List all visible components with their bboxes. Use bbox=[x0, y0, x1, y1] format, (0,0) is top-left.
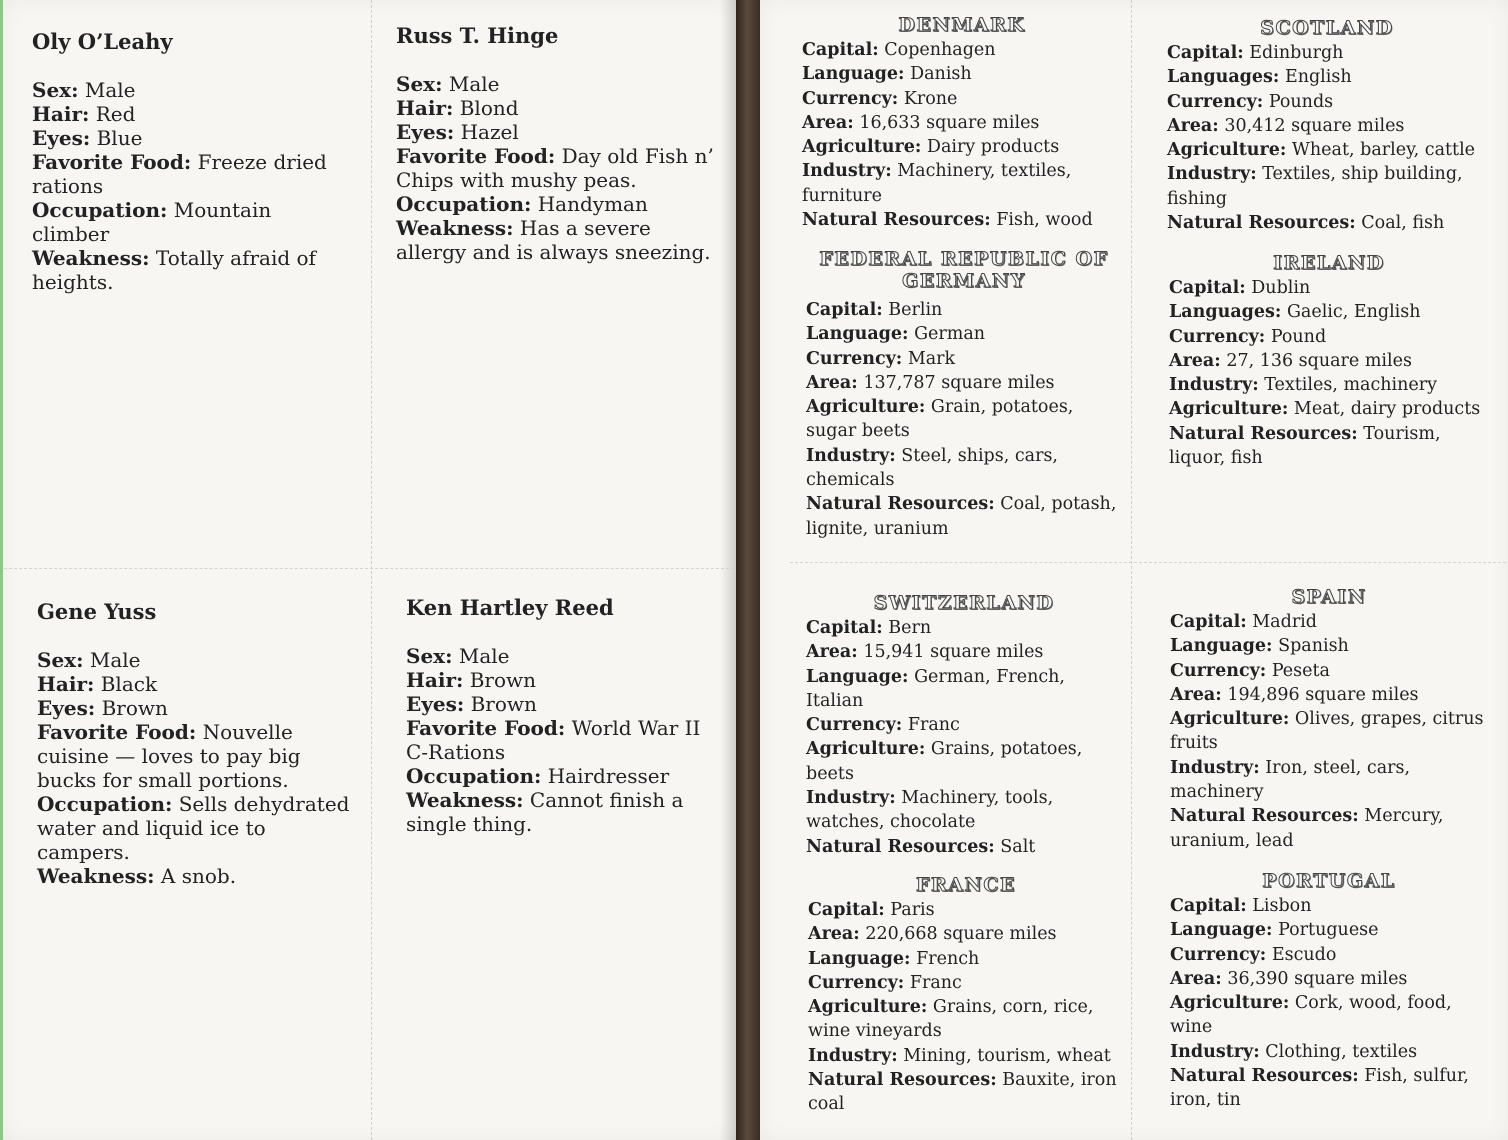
fact-label: Area: bbox=[1169, 350, 1221, 371]
fact-value: Male bbox=[84, 78, 136, 102]
fact-value: Pounds bbox=[1268, 91, 1334, 112]
fact-line bbox=[1167, 65, 1487, 89]
fact-value: Steel, ships, cars, chemicals bbox=[806, 445, 1058, 491]
fact-label: Currency: bbox=[1169, 326, 1266, 347]
character-card bbox=[396, 24, 716, 264]
fact-line bbox=[1169, 276, 1489, 300]
fact-line bbox=[808, 922, 1124, 946]
country-card bbox=[1167, 17, 1487, 235]
country-facts bbox=[802, 38, 1122, 232]
fact-value: Mercury, uranium, lead bbox=[1170, 806, 1444, 851]
country-card bbox=[806, 248, 1122, 541]
fact-value: Iron, steel, cars, machinery bbox=[1170, 757, 1411, 803]
fact-value: English bbox=[1284, 67, 1352, 88]
fact-label: Capital: bbox=[1170, 612, 1247, 632]
fact-value: Hairdresser bbox=[547, 764, 670, 788]
fact-value: Franc bbox=[909, 972, 962, 993]
fact-line bbox=[32, 198, 352, 246]
fact-line bbox=[396, 144, 716, 192]
fact-line bbox=[1170, 634, 1488, 658]
fact-label: Area: bbox=[806, 642, 858, 663]
fact-line bbox=[802, 208, 1122, 232]
country-card bbox=[1170, 586, 1488, 853]
fact-label: Eyes: bbox=[37, 696, 96, 720]
fact-line bbox=[406, 716, 716, 764]
fact-label: Industry: bbox=[802, 161, 892, 182]
fact-label: Sex: bbox=[37, 648, 84, 672]
fact-value: Cannot finish a single thing. bbox=[406, 788, 684, 836]
fact-label: Agriculture: bbox=[1170, 709, 1290, 730]
fact-label: Area: bbox=[808, 924, 860, 945]
fact-value: Male bbox=[89, 648, 141, 672]
country-title: SPAIN bbox=[1291, 586, 1367, 608]
fact-value: Brown bbox=[469, 668, 537, 692]
fact-label: Natural Resources: bbox=[806, 836, 995, 857]
fact-line bbox=[1170, 894, 1488, 918]
fact-label: Eyes: bbox=[396, 120, 455, 144]
fact-label: Area: bbox=[806, 372, 858, 393]
fact-line bbox=[1169, 373, 1489, 397]
fact-label: Capital: bbox=[1170, 896, 1247, 916]
fact-value: 220,668 square miles bbox=[865, 924, 1057, 945]
fact-value: Meat, dairy products bbox=[1293, 399, 1481, 420]
fact-value: Has a severe allergy and is always sneezing. bbox=[396, 216, 711, 264]
fact-value: 194,896 square miles bbox=[1227, 684, 1419, 705]
fact-value: Escudo bbox=[1271, 944, 1337, 965]
fact-line bbox=[1170, 707, 1488, 756]
fact-label: Sex: bbox=[406, 644, 453, 668]
fact-line bbox=[1170, 1064, 1488, 1113]
fact-value: Clothing, textiles bbox=[1265, 1041, 1418, 1062]
fact-line bbox=[1167, 211, 1487, 235]
character-facts bbox=[37, 648, 357, 888]
fact-label: Industry: bbox=[808, 1045, 898, 1066]
fact-line bbox=[37, 648, 357, 672]
fact-line bbox=[406, 644, 716, 668]
fact-line bbox=[1170, 610, 1488, 634]
fact-line bbox=[406, 788, 716, 836]
fact-label: Agriculture: bbox=[806, 397, 926, 418]
fact-line bbox=[808, 1068, 1124, 1117]
fact-line bbox=[32, 78, 352, 102]
character-card bbox=[406, 596, 716, 836]
fact-value: German bbox=[914, 324, 986, 345]
fact-label: Currency: bbox=[1167, 91, 1264, 112]
fact-line bbox=[806, 786, 1122, 835]
country-title: PORTUGAL bbox=[1262, 870, 1396, 892]
fact-label: Language: bbox=[1170, 920, 1273, 941]
fact-value: Berlin bbox=[888, 300, 943, 320]
character-name: Ken Hartley Reed bbox=[406, 595, 614, 620]
fact-line bbox=[37, 792, 357, 864]
fact-label: Weakness: bbox=[396, 216, 514, 240]
fact-line bbox=[1170, 918, 1488, 942]
fact-label: Agriculture: bbox=[802, 137, 922, 158]
character-facts bbox=[406, 644, 716, 836]
fact-value: Spanish bbox=[1278, 636, 1349, 657]
fact-line bbox=[1169, 300, 1489, 324]
fact-label: Hair: bbox=[406, 668, 464, 692]
country-facts bbox=[1167, 41, 1487, 235]
character-name: Gene Yuss bbox=[37, 599, 157, 624]
fact-label: Currency: bbox=[808, 972, 905, 993]
country-title: IRELAND bbox=[1273, 252, 1385, 274]
fact-line bbox=[396, 96, 716, 120]
fact-label: Industry: bbox=[1167, 164, 1257, 185]
country-facts bbox=[806, 616, 1122, 859]
fact-line bbox=[1170, 1040, 1488, 1064]
fact-line bbox=[806, 371, 1122, 395]
fact-label: Capital: bbox=[808, 900, 885, 920]
fact-value: Gaelic, English bbox=[1286, 302, 1421, 323]
country-facts bbox=[1169, 276, 1489, 470]
fact-line bbox=[806, 444, 1122, 493]
country-card bbox=[808, 874, 1124, 1117]
fact-label: Area: bbox=[1170, 968, 1222, 989]
fact-label: Sex: bbox=[396, 72, 443, 96]
country-title: FEDERAL REPUBLIC OF GERMANY bbox=[819, 248, 1109, 292]
fact-value: French bbox=[916, 948, 980, 969]
fact-label: Sex: bbox=[32, 78, 79, 102]
fact-label: Occupation: bbox=[406, 764, 542, 788]
fact-label: Language: bbox=[806, 666, 909, 687]
fact-line bbox=[802, 38, 1122, 62]
fact-value: Brown bbox=[470, 692, 537, 716]
fact-value: Grains, corn, rice, wine vineyards bbox=[808, 997, 1094, 1042]
fact-label: Language: bbox=[808, 948, 911, 969]
fact-value: 30,412 square miles bbox=[1224, 115, 1405, 136]
fact-line bbox=[1169, 397, 1489, 421]
fact-value: Black bbox=[100, 672, 158, 696]
fact-value: Grain, potatoes, sugar beets bbox=[806, 397, 1074, 442]
fact-line bbox=[802, 87, 1122, 111]
book-gutter bbox=[736, 0, 760, 1140]
character-name: Russ T. Hinge bbox=[396, 23, 559, 48]
fact-label: Natural Resources: bbox=[1170, 806, 1359, 827]
fact-label: Currency: bbox=[1170, 660, 1267, 681]
fact-value: 16,633 square miles bbox=[859, 112, 1040, 133]
fact-label: Capital: bbox=[802, 40, 879, 60]
fact-line bbox=[806, 347, 1122, 371]
fact-line bbox=[406, 764, 716, 788]
country-title: DENMARK bbox=[898, 14, 1026, 36]
fact-label: Natural Resources: bbox=[806, 494, 995, 515]
fact-label: Agriculture: bbox=[808, 997, 928, 1018]
fact-value: Copenhagen bbox=[884, 40, 996, 60]
fact-value: Textiles, ship building, fishing bbox=[1167, 164, 1463, 209]
country-title: FRANCE bbox=[916, 874, 1016, 896]
fact-line bbox=[1170, 683, 1488, 707]
fact-label: Area: bbox=[1170, 684, 1222, 705]
fact-label: Language: bbox=[1170, 636, 1273, 657]
fact-value: Wheat, barley, cattle bbox=[1291, 140, 1476, 161]
fact-value: 36,390 square miles bbox=[1227, 968, 1408, 989]
fact-label: Natural Resources: bbox=[808, 1070, 997, 1091]
fact-value: Machinery, textiles, furniture bbox=[802, 161, 1072, 206]
fact-label: Occupation: bbox=[396, 192, 532, 216]
country-title: SCOTLAND bbox=[1260, 17, 1394, 39]
fact-value: Dublin bbox=[1251, 278, 1311, 298]
fact-label: Occupation: bbox=[32, 198, 168, 222]
fact-line bbox=[406, 692, 716, 716]
fact-line bbox=[806, 640, 1122, 664]
fact-line bbox=[1170, 804, 1488, 853]
fact-label: Agriculture: bbox=[1167, 140, 1287, 161]
fact-line bbox=[1167, 90, 1487, 114]
fact-value: Nouvelle cuisine — loves to pay big bucks for small portions. bbox=[37, 720, 301, 792]
fact-label: Natural Resources: bbox=[802, 210, 991, 231]
fact-line bbox=[802, 159, 1122, 208]
fact-label: Industry: bbox=[1170, 757, 1260, 778]
fact-value: Portuguese bbox=[1278, 920, 1379, 941]
country-title: SWITZERLAND bbox=[873, 592, 1055, 614]
fact-label: Industry: bbox=[806, 445, 896, 466]
fact-value: Franc bbox=[907, 715, 960, 736]
fact-label: Capital: bbox=[1169, 278, 1246, 298]
fact-value: Day old Fish n’ Chips with mushy peas. bbox=[396, 144, 714, 192]
fact-value: Hazel bbox=[460, 120, 519, 144]
fact-label: Area: bbox=[802, 112, 854, 133]
perforation-line bbox=[371, 0, 372, 1140]
fact-line bbox=[802, 111, 1122, 135]
fact-line bbox=[808, 1044, 1124, 1068]
fact-value: Pound bbox=[1270, 326, 1327, 347]
fact-value: Machinery, tools, watches, chocolate bbox=[806, 788, 1054, 833]
fact-line bbox=[1170, 967, 1488, 991]
fact-line bbox=[37, 672, 357, 696]
country-facts bbox=[806, 298, 1122, 541]
fact-label: Currency: bbox=[806, 348, 903, 369]
perforation-line bbox=[1131, 0, 1132, 1140]
fact-line bbox=[802, 135, 1122, 159]
fact-value: 27, 136 square miles bbox=[1226, 350, 1412, 371]
fact-label: Currency: bbox=[806, 715, 903, 736]
fact-value: Peseta bbox=[1271, 660, 1330, 681]
fact-line bbox=[1167, 114, 1487, 138]
fact-label: Currency: bbox=[802, 88, 899, 109]
perforation-line bbox=[4, 568, 734, 569]
fact-line bbox=[32, 126, 352, 150]
fact-label: Eyes: bbox=[32, 126, 91, 150]
fact-value: Mining, tourism, wheat bbox=[903, 1045, 1111, 1066]
character-facts bbox=[32, 78, 352, 294]
fact-line bbox=[806, 492, 1122, 541]
fact-label: Favorite Food: bbox=[406, 716, 566, 740]
fact-value: Fish, sulfur, iron, tin bbox=[1170, 1066, 1469, 1111]
fact-value: Freeze dried rations bbox=[32, 150, 327, 198]
fact-line bbox=[1167, 138, 1487, 162]
fact-line bbox=[808, 995, 1124, 1044]
fact-label: Natural Resources: bbox=[1169, 423, 1358, 444]
fact-value: Handyman bbox=[537, 192, 648, 216]
fact-value: Fish, wood bbox=[996, 210, 1093, 231]
fact-value: Grains, potatoes, beets bbox=[806, 739, 1083, 784]
fact-line bbox=[1167, 162, 1487, 211]
character-name: Oly O’Leahy bbox=[32, 29, 173, 54]
fact-value: Danish bbox=[910, 64, 972, 85]
country-card bbox=[806, 592, 1122, 859]
fact-line bbox=[1170, 991, 1488, 1040]
fact-label: Natural Resources: bbox=[1167, 213, 1356, 234]
fact-label: Industry: bbox=[1169, 375, 1259, 396]
fact-line bbox=[802, 62, 1122, 86]
fact-label: Favorite Food: bbox=[396, 144, 556, 168]
fact-line bbox=[806, 395, 1122, 444]
fact-label: Capital: bbox=[806, 618, 883, 638]
fact-line bbox=[1169, 422, 1489, 471]
fact-label: Currency: bbox=[1170, 944, 1267, 965]
country-card bbox=[1169, 252, 1489, 470]
fact-value: Red bbox=[95, 102, 136, 126]
fact-line bbox=[806, 665, 1122, 714]
fact-line bbox=[406, 668, 716, 692]
fact-line bbox=[37, 696, 357, 720]
fact-line bbox=[1167, 41, 1487, 65]
fact-line bbox=[806, 737, 1122, 786]
fact-label: Occupation: bbox=[37, 792, 173, 816]
fact-line bbox=[396, 120, 716, 144]
fact-line bbox=[37, 720, 357, 792]
fact-line bbox=[1169, 349, 1489, 373]
fact-value: Bern bbox=[888, 618, 932, 638]
fact-value: Salt bbox=[1000, 836, 1036, 857]
country-card bbox=[802, 14, 1122, 232]
fact-line bbox=[32, 150, 352, 198]
fact-line bbox=[806, 835, 1122, 859]
fact-label: Languages: bbox=[1167, 67, 1280, 88]
fact-line bbox=[396, 72, 716, 96]
fact-label: Weakness: bbox=[37, 864, 155, 888]
fact-value: Madrid bbox=[1252, 612, 1317, 632]
fact-value: Coal, fish bbox=[1361, 213, 1445, 234]
fact-line bbox=[37, 864, 357, 888]
fact-line bbox=[806, 298, 1122, 322]
fact-line bbox=[808, 971, 1124, 995]
fact-line bbox=[806, 322, 1122, 346]
fact-value: Tourism, liquor, fish bbox=[1169, 423, 1441, 469]
fact-value: Brown bbox=[101, 696, 168, 720]
fact-line bbox=[396, 192, 716, 216]
fact-line bbox=[32, 246, 352, 294]
fact-value: Male bbox=[458, 644, 510, 668]
fact-line bbox=[808, 898, 1124, 922]
fact-value: Sells dehydrated water and liquid ice to campers. bbox=[37, 792, 350, 864]
fact-label: Language: bbox=[806, 324, 909, 345]
fact-value: Totally afraid of heights. bbox=[32, 246, 316, 294]
fact-value: Edinburgh bbox=[1249, 43, 1344, 63]
fact-line bbox=[1170, 943, 1488, 967]
fact-line bbox=[806, 616, 1122, 640]
fact-label: Natural Resources: bbox=[1170, 1066, 1359, 1087]
fact-label: Industry: bbox=[806, 788, 896, 809]
character-facts bbox=[396, 72, 716, 264]
fact-value: Bauxite, iron coal bbox=[808, 1070, 1117, 1115]
fact-value: Blond bbox=[459, 96, 519, 120]
perforation-line bbox=[790, 562, 1506, 563]
fact-line bbox=[1169, 325, 1489, 349]
fact-label: Area: bbox=[1167, 115, 1219, 136]
fact-label: Languages: bbox=[1169, 302, 1282, 323]
fact-value: Cork, wood, food, wine bbox=[1170, 993, 1452, 1038]
country-facts bbox=[808, 898, 1124, 1117]
fact-value: Paris bbox=[890, 900, 935, 920]
fact-value: World War II C-Rations bbox=[406, 716, 701, 764]
fact-value: 137,787 square miles bbox=[863, 372, 1055, 393]
fact-line bbox=[1170, 659, 1488, 683]
fact-value: A snob. bbox=[160, 864, 237, 888]
fact-line bbox=[806, 713, 1122, 737]
fact-value: Blue bbox=[96, 126, 143, 150]
fact-line bbox=[32, 102, 352, 126]
fact-value: Krone bbox=[903, 88, 958, 109]
fact-value: Mountain climber bbox=[32, 198, 272, 246]
fact-value: Lisbon bbox=[1252, 896, 1312, 916]
fact-line bbox=[808, 947, 1124, 971]
fact-label: Weakness: bbox=[32, 246, 150, 270]
country-card bbox=[1170, 870, 1488, 1113]
fact-value: Coal, potash, lignite, uranium bbox=[806, 494, 1117, 539]
fact-label: Eyes: bbox=[406, 692, 465, 716]
fact-value: 15,941 square miles bbox=[863, 642, 1044, 663]
fact-label: Hair: bbox=[32, 102, 90, 126]
fact-label: Agriculture: bbox=[806, 739, 926, 760]
fact-value: Mark bbox=[907, 348, 956, 369]
country-facts bbox=[1170, 610, 1488, 853]
fact-value: Dairy products bbox=[926, 137, 1060, 158]
fact-value: Male bbox=[448, 72, 500, 96]
character-card bbox=[32, 30, 352, 294]
fact-label: Favorite Food: bbox=[37, 720, 197, 744]
fact-label: Agriculture: bbox=[1169, 399, 1289, 420]
fact-label: Capital: bbox=[806, 300, 883, 320]
fact-label: Weakness: bbox=[406, 788, 524, 812]
fact-label: Industry: bbox=[1170, 1041, 1260, 1062]
spine-shadow bbox=[720, 0, 736, 1140]
fact-line bbox=[396, 216, 716, 264]
fact-label: Hair: bbox=[37, 672, 95, 696]
fact-value: Textiles, machinery bbox=[1264, 375, 1438, 396]
fact-value: Olives, grapes, citrus fruits bbox=[1170, 709, 1484, 754]
country-facts bbox=[1170, 894, 1488, 1113]
character-card bbox=[37, 600, 357, 888]
fact-label: Favorite Food: bbox=[32, 150, 192, 174]
fact-label: Hair: bbox=[396, 96, 454, 120]
fact-value: German, French, Italian bbox=[806, 666, 1065, 711]
fact-line bbox=[1170, 756, 1488, 805]
fact-label: Language: bbox=[802, 64, 905, 85]
fact-label: Capital: bbox=[1167, 43, 1244, 63]
fact-label: Agriculture: bbox=[1170, 993, 1290, 1014]
